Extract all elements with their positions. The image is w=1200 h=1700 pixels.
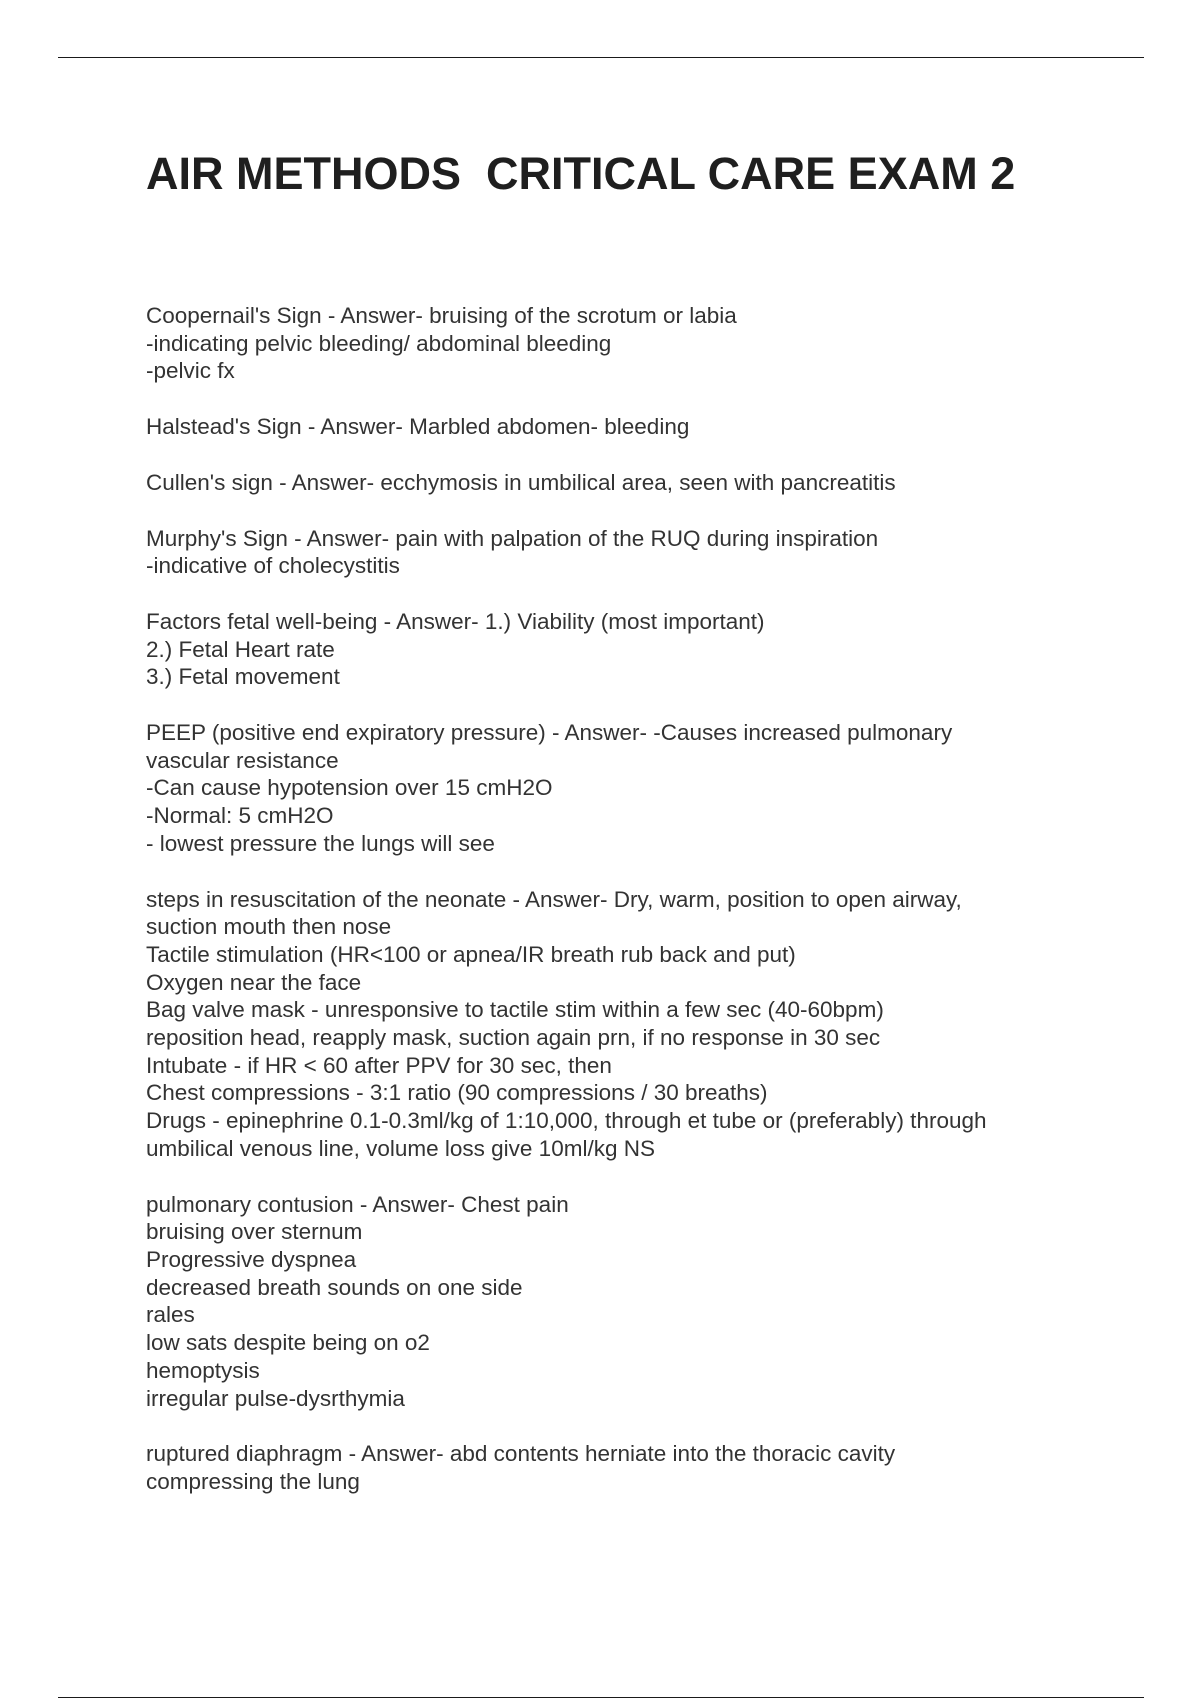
entry-answer-line: hemoptysis <box>146 1357 260 1383</box>
entry-answer-line: low sats despite being on o2 <box>146 1330 430 1356</box>
entry-question-line: Halstead's Sign - Answer- Marbled abdomen- bleeding <box>146 414 690 440</box>
entry-question-line: ruptured diaphragm - Answer- abd contents herniate into the thoracic cavity <box>146 1441 896 1467</box>
flashcard-entry <box>146 886 1076 1163</box>
entry-answer-line: -Normal: 5 cmH2O <box>146 803 334 829</box>
flashcard-entry <box>146 302 1076 385</box>
entry-answer-line: Tactile stimulation (HR<100 or apnea/IR breath rub back and put) <box>146 941 796 967</box>
entry-answer-line: 2.) Fetal Heart rate <box>146 636 335 662</box>
entry-answer-line: rales <box>146 1302 195 1328</box>
flashcard-entry <box>146 1440 1076 1495</box>
flashcard-entry <box>146 469 1076 497</box>
bottom-divider <box>58 1697 1144 1698</box>
entry-answer-line: - lowest pressure the lungs will see <box>146 830 495 856</box>
flashcard-entry <box>146 719 1076 858</box>
document-title: AIR METHODS CRITICAL CARE EXAM 2 <box>146 148 1016 199</box>
flashcard-entry <box>146 1191 1076 1413</box>
flashcard-entry <box>146 413 1076 441</box>
entry-answer-line: -indicating pelvic bleeding/ abdominal bleeding <box>146 330 612 356</box>
entry-answer-line: compressing the lung <box>146 1468 360 1494</box>
entry-question-line: Coopernail's Sign - Answer- bruising of the scrotum or labia <box>146 303 737 328</box>
entry-answer-line: 3.) Fetal movement <box>146 664 340 690</box>
entry-answer-line: umbilical venous line, volume loss give 10ml/kg NS <box>146 1135 655 1161</box>
entry-answer-line: Progressive dyspnea <box>146 1246 357 1272</box>
entry-answer-line: -pelvic fx <box>146 358 235 384</box>
entry-answer-line: irregular pulse-dysrthymia <box>146 1385 405 1411</box>
entry-answer-line: Bag valve mask - unresponsive to tactile stim within a few sec (40-60bpm) <box>146 997 884 1023</box>
entry-question-line: PEEP (positive end expiratory pressure) - Answer- -Causes increased pulmonary <box>146 720 953 746</box>
entry-answer-line: Intubate - if HR < 60 after PPV for 30 sec, then <box>146 1052 612 1078</box>
entry-answer-line: decreased breath sounds on one side <box>146 1274 523 1300</box>
entry-question-line: pulmonary contusion - Answer- Chest pain <box>146 1191 569 1217</box>
flashcard-entry <box>146 525 1076 580</box>
entry-answer-line: reposition head, reapply mask, suction again prn, if no response in 30 sec <box>146 1025 881 1051</box>
entry-answer-line: Oxygen near the face <box>146 969 362 995</box>
entry-question-line: Factors fetal well-being - Answer- 1.) Viability (most important) <box>146 608 765 634</box>
entry-answer-line: vascular resistance <box>146 747 339 773</box>
entry-answer-line: -Can cause hypotension over 15 cmH2O <box>146 775 553 801</box>
entry-question-line: steps in resuscitation of the neonate - Answer- Dry, warm, position to open airway, <box>146 886 962 912</box>
flashcard-list <box>146 302 1076 1524</box>
entry-question-line: Murphy's Sign - Answer- pain with palpation of the RUQ during inspiration <box>146 525 879 551</box>
entry-answer-line: Drugs - epinephrine 0.1-0.3ml/kg of 1:10,000, through et tube or (preferably) through <box>146 1108 987 1134</box>
entry-answer-line: suction mouth then nose <box>146 914 392 940</box>
entry-answer-line: -indicative of cholecystitis <box>146 553 400 579</box>
entry-question-line: Cullen's sign - Answer- ecchymosis in umbilical area, seen with pancreatitis <box>146 469 896 495</box>
flashcard-entry <box>146 608 1076 691</box>
entry-answer-line: bruising over sternum <box>146 1219 363 1245</box>
entry-answer-line: Chest compressions - 3:1 ratio (90 compressions / 30 breaths) <box>146 1080 768 1106</box>
top-divider <box>58 57 1144 58</box>
